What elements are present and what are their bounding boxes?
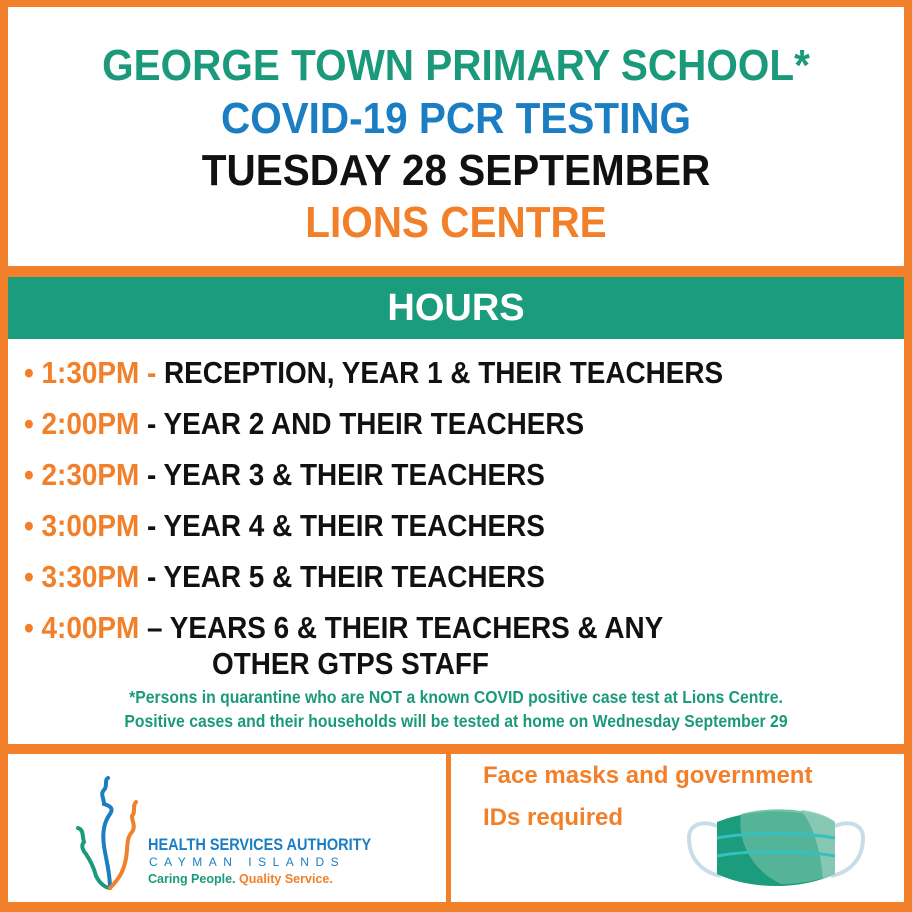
bullet-icon: • <box>24 355 34 390</box>
hsa-subtitle: CAYMAN ISLANDS <box>149 855 346 869</box>
slot-description: YEAR 2 AND THEIR TEACHERS <box>163 406 585 441</box>
separator: - <box>139 457 164 492</box>
separator: - <box>139 355 165 390</box>
time-slot: 4:00PM <box>41 610 140 645</box>
requirements-line-1: Face masks and government <box>483 762 813 789</box>
time-slot: 3:00PM <box>41 508 140 543</box>
time-slot: 2:00PM <box>41 406 140 441</box>
bullet-icon: • <box>24 457 34 492</box>
school-name: GEORGE TOWN PRIMARY SCHOOL* <box>102 41 810 90</box>
bullet-icon: • <box>24 559 34 594</box>
tagline-part-2: Quality Service. <box>235 872 333 886</box>
bullet-icon: • <box>24 610 34 645</box>
requirements-panel <box>451 754 903 902</box>
bullet-icon: • <box>24 406 34 441</box>
slot-description: YEAR 4 & THEIR TEACHERS <box>163 508 545 543</box>
separator: - <box>139 559 164 594</box>
slot-description: YEARS 6 & THEIR TEACHERS & ANY <box>169 610 664 645</box>
list-item <box>24 457 545 493</box>
divider-footer <box>0 744 912 754</box>
list-item <box>24 406 584 442</box>
event-date: TUESDAY 28 SEPTEMBER <box>201 146 711 195</box>
slot-description: YEAR 3 & THEIR TEACHERS <box>163 457 545 492</box>
event-title: COVID-19 PCR TESTING <box>220 94 692 143</box>
hsa-logo <box>8 754 447 902</box>
list-item <box>24 508 545 544</box>
hsa-figures-icon <box>70 768 150 898</box>
bullet-icon: • <box>24 508 34 543</box>
tagline-part-1: Caring People. <box>148 872 236 886</box>
list-item <box>24 355 723 391</box>
divider-header <box>0 266 912 277</box>
time-slot: 1:30PM <box>41 355 140 390</box>
event-location: LIONS CENTRE <box>305 198 607 247</box>
time-slot: 3:30PM <box>41 559 140 594</box>
header <box>8 7 904 266</box>
slot-description-continued: OTHER GTPS STAFF <box>212 646 489 681</box>
footnote-line-1: *Persons in quarantine who are NOT a known COVID positive case test at Lions Centre. <box>129 687 783 707</box>
footnote <box>8 685 904 733</box>
footnote-line-2: Positive cases and their households will be tested at home on Wednesday September 29 <box>124 711 788 731</box>
hsa-title: HEALTH SERVICES AUTHORITY <box>148 836 372 854</box>
time-slot: 2:30PM <box>41 457 140 492</box>
separator: - <box>139 508 164 543</box>
requirements-line-2: IDs required <box>483 804 624 831</box>
separator: – <box>139 610 170 645</box>
slot-description: RECEPTION, YEAR 1 & THEIR TEACHERS <box>164 355 724 390</box>
list-item <box>24 610 663 646</box>
list-item <box>24 559 545 595</box>
face-mask-icon <box>681 804 871 894</box>
slot-description: YEAR 5 & THEIR TEACHERS <box>163 559 545 594</box>
hours-heading: HOURS <box>8 277 904 339</box>
separator: - <box>139 406 164 441</box>
hsa-tagline <box>148 872 333 886</box>
